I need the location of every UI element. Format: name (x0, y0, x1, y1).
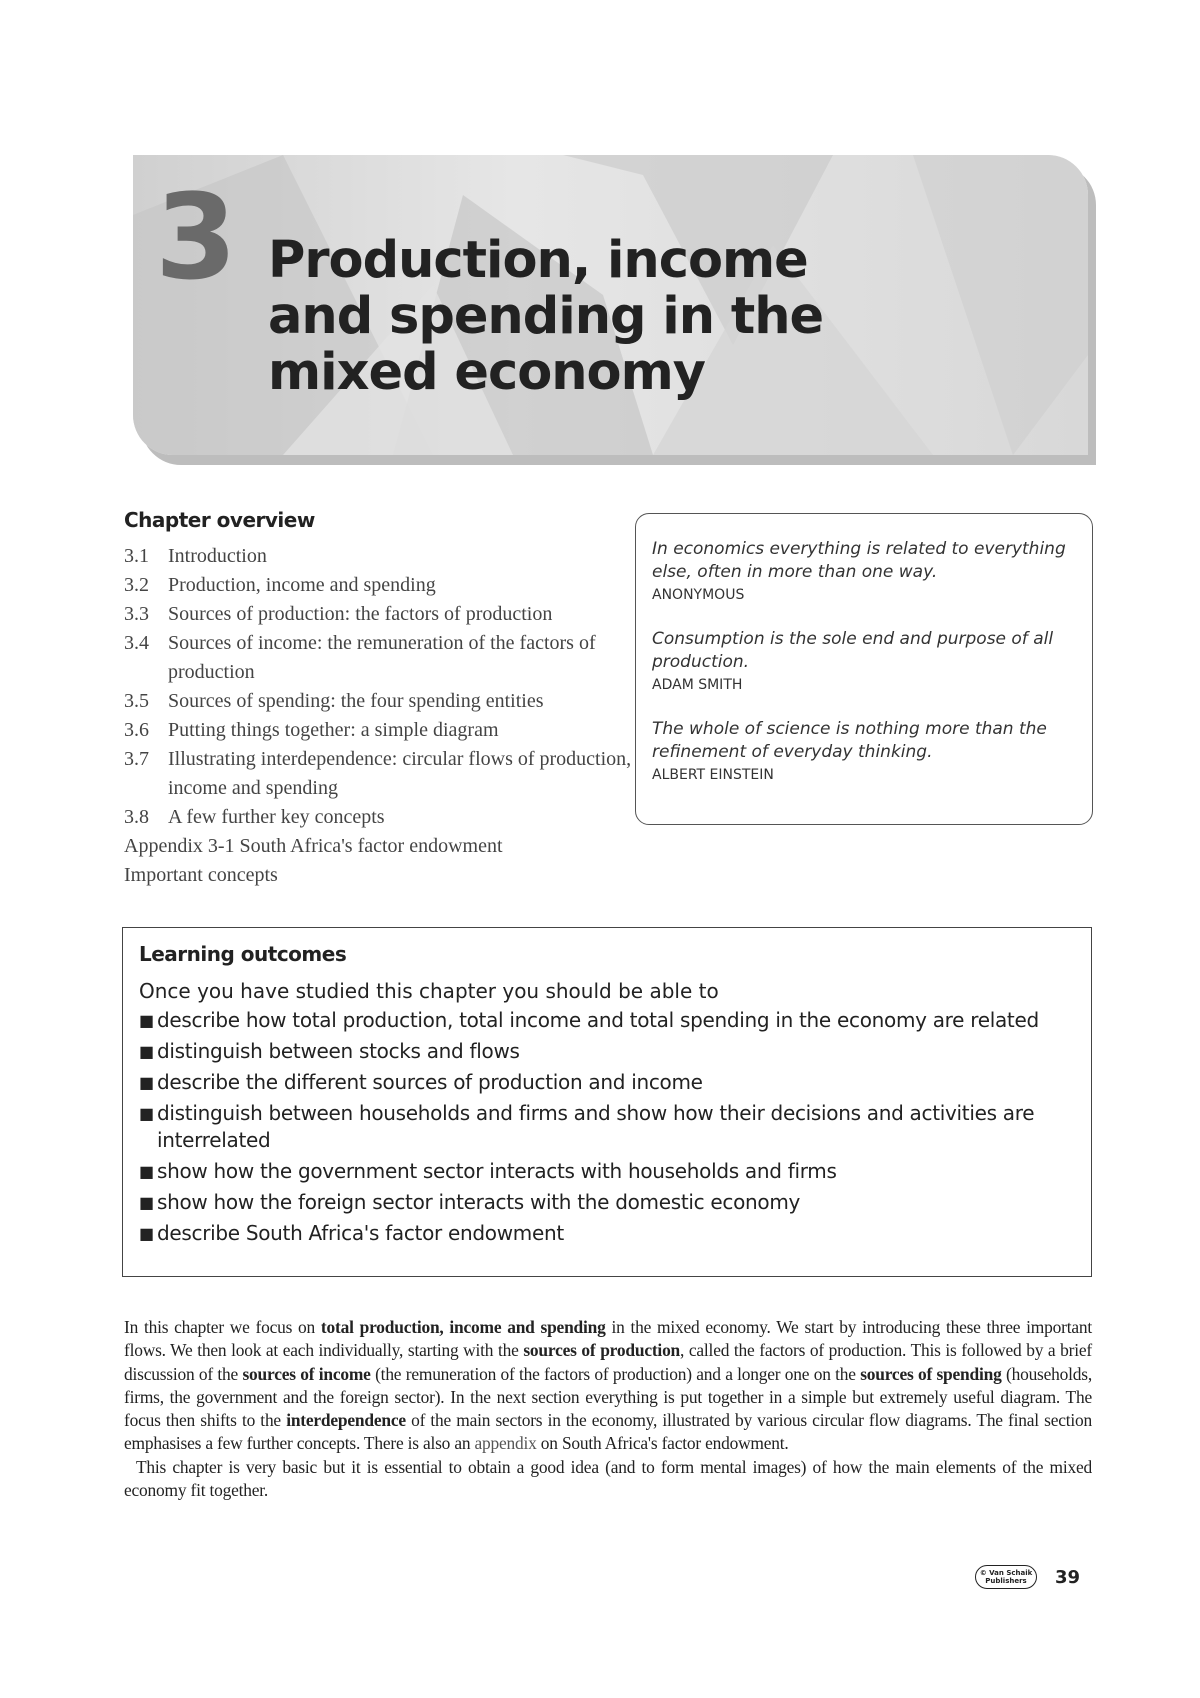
outcome-item (139, 1038, 1075, 1065)
overview-heading: Chapter overview (124, 508, 315, 532)
quote-author: ALBERT EINSTEIN (652, 767, 774, 783)
overview-item-number: 3.4 (124, 632, 149, 654)
key-term: sources of production (523, 1340, 681, 1361)
outcome-item (139, 1007, 1075, 1034)
overview-item-text: Putting things together: a simple diagram (168, 719, 499, 741)
quote (652, 628, 1076, 696)
outcomes-intro: Once you have studied this chapter you should be able to (139, 979, 719, 1003)
outcome-text: distinguish between households and firms and show how their decisions and activities are interrelated (157, 1101, 1035, 1152)
overview-item-text: Sources of spending: the four spending entities (168, 690, 544, 712)
overview-item-text: Production, income and spending (168, 574, 436, 596)
overview-item (124, 571, 634, 600)
quote-author: ANONYMOUS (652, 587, 745, 603)
epigraph-box (635, 513, 1093, 825)
chapter-introduction (124, 1316, 1092, 1502)
square-bullet-icon: ■ (139, 1104, 154, 1123)
key-term: sources of income (242, 1363, 371, 1384)
overview-item-number: 3.7 (124, 748, 149, 770)
overview-item-number: 3.5 (124, 690, 149, 712)
appendix-link[interactable]: appendix (474, 1433, 537, 1454)
overview-item-number: 3.2 (124, 574, 149, 596)
key-term: sources of spending (860, 1363, 1002, 1384)
outcome-text: describe how total production, total income and total spending in the economy are related (157, 1008, 1039, 1032)
chapter-title: Production, income and spending in the mixed economy (268, 231, 824, 402)
publisher-logo-line: © Van Schaik (979, 1569, 1033, 1577)
square-bullet-icon: ■ (139, 1224, 154, 1243)
overview-item-text: A few further key concepts (168, 806, 385, 828)
square-bullet-icon: ■ (139, 1073, 154, 1092)
overview-important-concepts: Important concepts (124, 864, 278, 886)
outcome-text: describe South Africa's factor endowment (157, 1221, 564, 1245)
outcomes-heading: Learning outcomes (139, 942, 347, 966)
square-bullet-icon: ■ (139, 1162, 154, 1181)
square-bullet-icon: ■ (139, 1042, 154, 1061)
text-run: in the mixed economy. We start by introducing these three important flows. We then look at each individually, starting with the (124, 1317, 1092, 1361)
overview-item-text: Illustrating interdependence: circular flows of production, income and spending (168, 748, 632, 799)
outcome-item (139, 1158, 1075, 1185)
overview-appendix: Appendix 3-1 South Africa's factor endowment (124, 835, 503, 857)
chapter-overview (124, 508, 634, 890)
chapter-number: 3 (155, 168, 234, 306)
intro-paragraph (124, 1316, 1092, 1456)
overview-item-text: Sources of income: the remuneration of the factors of production (168, 632, 596, 683)
overview-item-text: Introduction (168, 545, 267, 567)
key-term: total production, income and spending (320, 1317, 606, 1337)
overview-item-number: 3.6 (124, 719, 149, 741)
square-bullet-icon: ■ (139, 1193, 154, 1212)
outcome-item (139, 1069, 1075, 1096)
closing-paragraph: This chapter is very basic but it is essential to obtain a good idea (and to form mental images) of how the main elements of the mixed economy fit together. (124, 1456, 1092, 1501)
quote (652, 538, 1076, 606)
quote-text: In economics everything is related to everything else, often in more than one way. (652, 539, 1066, 582)
key-term: interdependence (286, 1410, 406, 1431)
overview-item (124, 542, 634, 571)
square-bullet-icon: ■ (139, 1011, 154, 1030)
outcome-text: show how the foreign sector interacts with the domestic economy (157, 1190, 801, 1214)
overview-item-number: 3.3 (124, 603, 149, 625)
overview-item (124, 803, 634, 832)
text-run: on South Africa's factor endowment. (536, 1433, 789, 1454)
overview-item-number: 3.1 (124, 545, 149, 567)
publisher-logo (975, 1565, 1037, 1589)
outcome-text: describe the different sources of production and income (157, 1070, 703, 1094)
quote-author: ADAM SMITH (652, 677, 743, 693)
overview-item-number: 3.8 (124, 806, 149, 828)
overview-item (124, 600, 634, 629)
outcome-text: show how the government sector interacts with households and firms (157, 1159, 837, 1183)
text-run: (the remuneration of the factors of production) and a longer one on the (370, 1363, 861, 1384)
text-run: In this chapter we focus on (124, 1317, 321, 1337)
text-run: of the main sectors in the economy, illustrated by various circular flow diagrams. The final section emphasises a few further concepts. There is also an (124, 1410, 1092, 1454)
overview-item (124, 687, 634, 716)
quote-text: The whole of science is nothing more than the refinement of everyday thinking. (652, 719, 1047, 762)
publisher-logo-line: Publishers (985, 1577, 1027, 1585)
outcome-item (139, 1100, 1075, 1154)
quote (652, 718, 1076, 786)
overview-item (124, 629, 634, 687)
outcome-text: distinguish between stocks and flows (157, 1039, 520, 1063)
learning-outcomes-box (122, 927, 1092, 1277)
text-run: , called the factors of production. This is followed by a brief discussion of the (124, 1340, 1092, 1384)
overview-item (124, 716, 634, 745)
outcome-item (139, 1220, 1075, 1247)
text-run: (households, firms, the government and the foreign sector). In the next section everything is put together in a simple but extremely useful diagram. The focus then shifts to the (124, 1363, 1092, 1431)
outcome-item (139, 1189, 1075, 1216)
quote-text: Consumption is the sole end and purpose of all production. (652, 629, 1054, 672)
overview-item (124, 745, 634, 803)
page-number: 39 (1055, 1567, 1081, 1588)
overview-item-text: Sources of production: the factors of production (168, 603, 553, 625)
